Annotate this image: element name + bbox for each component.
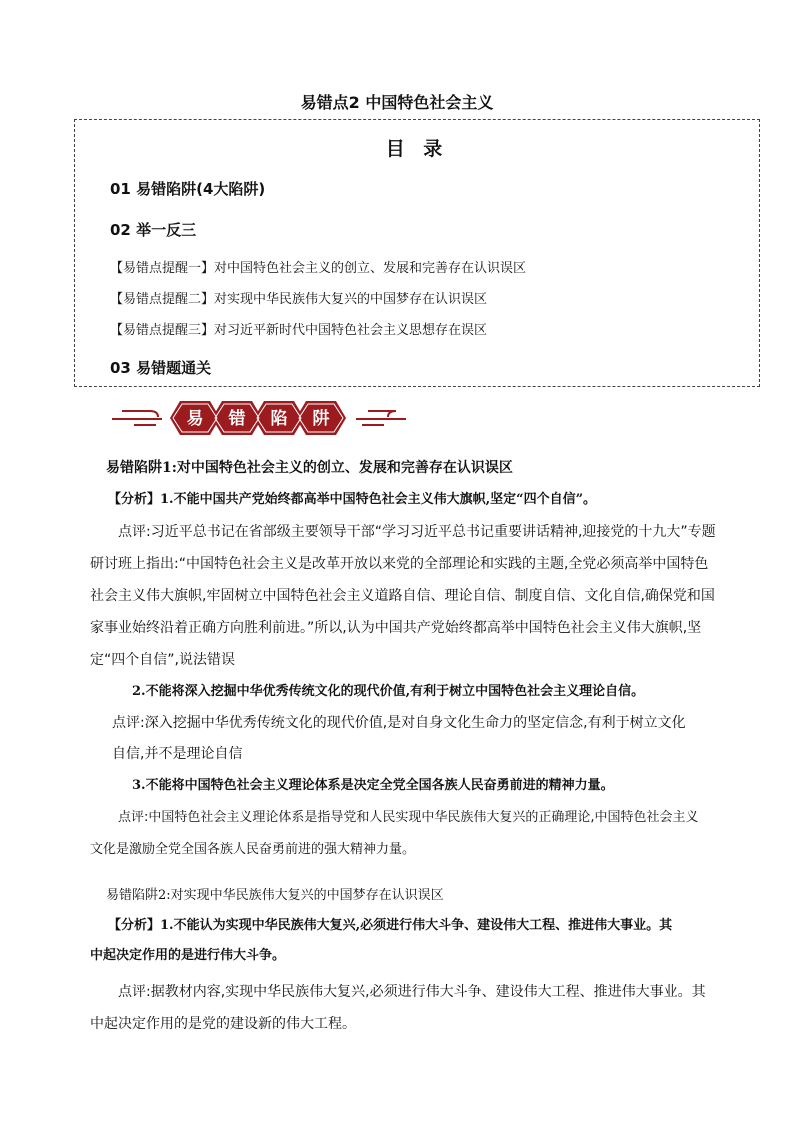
banner-char-2: 错 bbox=[228, 409, 246, 429]
toc-heading: 目 录 bbox=[385, 138, 449, 160]
trap2-analysis-line: 【分析】1.不能认为实现中华民族伟大复兴,必须进行伟大斗争、建设伟大工程、推进伟大事业。其 bbox=[108, 918, 673, 933]
banner-char-3: 陷 bbox=[270, 409, 288, 429]
page-title: 易错点2 中国特色社会主义 bbox=[300, 93, 494, 112]
banner-char-1: 易 bbox=[186, 409, 204, 429]
toc-reminder-1: 【易错点提醒一】对中国特色社会主义的创立、发展和完善存在认识误区 bbox=[110, 261, 527, 276]
trap1-comment2-line: 点评:深入挖掘中华优秀传统文化的现代价值,是对自身文化生命力的坚定信念,有利于树立文化 bbox=[112, 715, 686, 731]
table-of-contents bbox=[74, 119, 760, 387]
trap1-comment-line: 点评:习近平总书记在省部级主要领导干部“学习习近平总书记重要讲话精神,迎接党的十九大”专题 bbox=[118, 524, 716, 540]
trap1-comment2-line: 自信,并不是理论自信 bbox=[112, 746, 243, 762]
trap1-point-3: 3.不能将中国特色社会主义理论体系是决定全党全国各族人民奋勇前进的精神力量。 bbox=[132, 778, 614, 793]
trap2-comment-line: 点评:据教材内容,实现中华民族伟大复兴,必须进行伟大斗争、建设伟大工程、推进伟大事业。其 bbox=[118, 984, 706, 1000]
trap1-point-2: 2.不能将深入挖掘中华优秀传统文化的现代价值,有利于树立中国特色社会主义理论自信。 bbox=[132, 684, 645, 699]
trap2-analysis-line: 中起决定作用的是进行伟大斗争。 bbox=[90, 948, 286, 963]
toc-section-3: 03 易错题通关 bbox=[110, 359, 212, 377]
trap1-comment3-line: 文化是激励全党全国各族人民奋勇前进的强大精神力量。 bbox=[90, 842, 416, 857]
toc-section-1: 01 易错陷阱(4大陷阱) bbox=[110, 180, 266, 198]
trap2-comment-line: 中起决定作用的是党的建设新的伟大工程。 bbox=[90, 1016, 356, 1032]
banner-char-4: 阱 bbox=[312, 409, 330, 429]
toc-reminder-2: 【易错点提醒二】对实现中华民族伟大复兴的中国梦存在认识误区 bbox=[110, 292, 488, 307]
trap1-analysis: 【分析】1.不能中国共产党始终都高举中国特色社会主义伟大旗帜,坚定“四个自信”。 bbox=[108, 492, 597, 507]
banner-ornament-icon bbox=[104, 395, 414, 441]
trap1-comment-line: 社会主义伟大旗帜,牢固树立中国特色社会主义道路自信、理论自信、制度自信、文化自信,确保党和国 bbox=[90, 588, 715, 604]
trap1-heading: 易错陷阱1:对中国特色社会主义的创立、发展和完善存在认识误区 bbox=[106, 460, 513, 476]
trap1-comment-line: 研讨班上指出:“中国特色社会主义是改革开放以来党的全部理论和实践的主题,全党必须高举中国特色 bbox=[90, 556, 709, 572]
trap2-heading: 易错陷阱2:对实现中华民族伟大复兴的中国梦存在认识误区 bbox=[106, 888, 444, 903]
toc-section-2: 02 举一反三 bbox=[110, 221, 197, 239]
trap1-comment-line: 定“四个自信”,说法错误 bbox=[90, 652, 235, 668]
trap1-comment-line: 家事业始终沿着正确方向胜利前进。”所以,认为中国共产党始终都高举中国特色社会主义伟大旗帜,坚 bbox=[90, 620, 702, 636]
section-banner bbox=[104, 395, 414, 441]
toc-reminder-3: 【易错点提醒三】对习近平新时代中国特色社会主义思想存在误区 bbox=[110, 323, 488, 338]
trap1-comment3-line: 点评:中国特色社会主义理论体系是指导党和人民实现中华民族伟大复兴的正确理论,中国特色社会主义 bbox=[118, 810, 699, 825]
